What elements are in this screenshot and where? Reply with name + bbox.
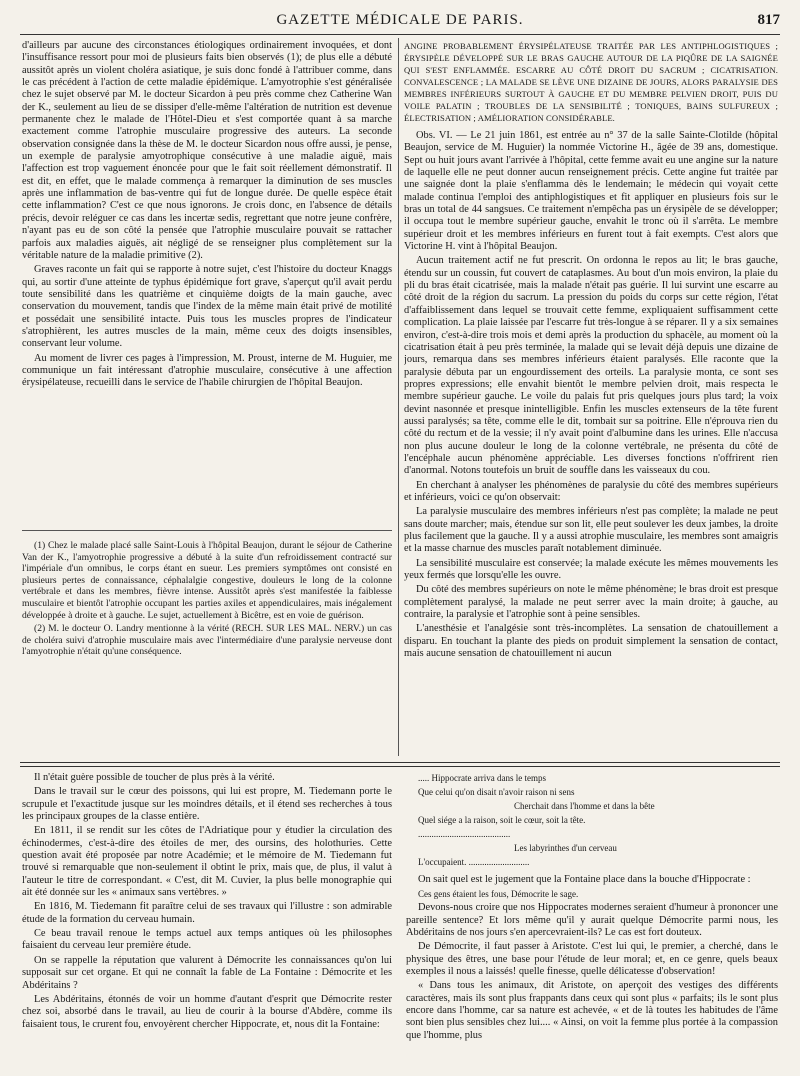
verse-line: Cherchait dans l'homme et dans la bête xyxy=(514,801,655,811)
paragraph: En 1816, M. Tiedemann fit paraître celui de ses travaux qui l'illustre : son admirable étude de la formation du cerveau humain. xyxy=(22,901,392,925)
verse-line: ......................................... xyxy=(418,829,511,839)
feuilleton-left-column xyxy=(22,772,392,1072)
column-divider xyxy=(398,38,399,756)
verse-line: L'occupaient. ........................... xyxy=(418,857,530,867)
paragraph: Il n'était guère possible de toucher de plus près à la vérité. xyxy=(34,772,275,783)
paragraph: L'anesthésie et l'analgésie sont très-incomplètes. La sensation de chatouillement a disparu. En touchant la plante des pieds on produit simplement la sensation de contact, mais aucune sensation de chatouillement ni aucun xyxy=(404,623,778,660)
paragraph: Graves raconte un fait qui se rapporte à notre sujet, c'est l'histoire du docteur Knaggs qui, au sortir d'une atteinte de typhus épidémique fort grave, s'aperçut qu'il avait perdu toute sensibilité dans les quatrième et cinquième doigts de la main gauche, avec conservation du mouvement, tandis que l'index de la même main était privé de motilité et possédait une sensibilité intacte. Puis tous les muscles propres de l'indicateur s'atrophièrent, les autres muscles de la main, même ceux des doigts insensibles, conservant leur volume. xyxy=(22,264,392,350)
page-number: 817 xyxy=(757,12,780,28)
paragraph: « Dans tous les animaux, dit Aristote, on aperçoit des vestiges des différents caractères, mais ils sont plus frappants dans ceux qui sont plus « parfaits; ils le sont plus encore dans l'homme, car sa nature est achevée, « et de là toutes les habitudes de l'âme sont bien plus sensibles chez lui.... « Ainsi, on voit la femme plus portée à la compassion que l'homme, plus xyxy=(406,980,778,1041)
paragraph: On sait quel est le jugement que la Fontaine place dans la bouche d'Hippocrate : xyxy=(418,874,751,885)
feuilleton-divider xyxy=(20,762,780,767)
footnote-divider xyxy=(22,530,392,531)
paragraph: Du côté des membres supérieurs on note le même phénomène; le bras droit est presque complètement paralysé, la malade ne peut serrer avec la main droite; à gauche, au contraire, la paralysie et l'atrophie sont à peine sensibles. xyxy=(404,584,778,621)
paragraph: La sensibilité musculaire est conservée; la malade exécute les mêmes mouvements les yeux fermés que lorsqu'elle les ouvre. xyxy=(404,557,778,582)
verse-line: Quel siége a la raison, soit le cœur, soit la tête. xyxy=(418,815,586,825)
paragraph: Ce beau travail renoue le temps actuel aux temps antiques où les philosophes faisaient du cerveau leur première étude. xyxy=(22,928,392,952)
paragraph: On se rappelle la réputation que valurent à Démocrite les connaissances qu'on lui supposait sur cet organe. Et qui ne connaît la fable de La Fontaine : Démocrite et les Abdéritains ? xyxy=(22,954,392,991)
verse-line: Que celui qu'on disait n'avoir raison ni sens xyxy=(418,787,575,797)
verse-line: Les labyrinthes d'un cerveau xyxy=(514,843,617,853)
paragraph: Au moment de livrer ces pages à l'impression, M. Proust, interne de M. Huguier, me communique un fait intéressant d'atrophie musculaire, consécutive à une affection érysipélateuse, recueilli dans le service de l'habile chirurgien de l'hôpital Beaujon. xyxy=(22,352,392,389)
footnote: (2) M. le docteur O. Landry mentionne à la vérité (RECH. SUR LES MAL. NERV.) un cas de choléra suivi d'atrophie musculaire mais avec l'intermédiaire d'une paralysie nerveuse dont l'amyotrophie n'était qu'une conséquence. xyxy=(22,623,392,658)
verse-line: ..... Hippocrate arriva dans le temps xyxy=(418,773,546,783)
observation-summary: ANGINE PROBABLEMENT ÉRYSIPÉLATEUSE TRAITÉE PAR LES ANTIPHLOGISTIQUES ; ÉRYSIPÈLE DÉVELOPPÉ SUR LE BRAS GAUCHE AUTOUR DE LA PIQÛRE DE LA SAIGNÉE QUI S'EST ENFLAMMÉE. ESCARRE AU CÔTÉ DROIT DU SACRUM ; CICATRISATION. CONVALESCENCE ; LA MALADE SE LÈVE UNE DIZAINE DE JOURS, ALORS PARALYSIE DES MEMBRES INFÉRIEURS SURTOUT À GAUCHE ET DU MEMBRE PELVIEN DROIT, PUIS DU VOILE PALATIN ; TROUBLES DE LA SENSIBILITÉ ; TONIQUES, BAINS SULFUREUX ; ÉLECTRISATION ; AMÉLIORATION CONSIDÉRABLE. xyxy=(404,41,778,123)
paragraph: En cherchant à analyser les phénomènes de paralysie du côté des membres supérieurs et inférieurs, voici ce qu'on observait: xyxy=(404,479,778,503)
page-header xyxy=(20,12,780,35)
paragraph: Aucun traitement actif ne fut prescrit. On ordonna le repos au lit; le bras gauche, étendu sur un coussin, fut couvert de cataplasmes. Au bout d'un mois environ, la plaie du pli du bras était cicatrisée, mais la malade n'était pas guérie. Il lui survint une escarre au côté droit de la région du sacrum. La pression du poids du corps sur cette région, l'état d'affaiblissement dans lequel se trouvait cette femme, expliquaient suffisamment cette complication. La plaie laissée par l'escarre fut très-longue à se réparer. Il y a six semaines environ, c'est-à-dire trois mois et demi après la production du sphacèle, au moment où la cicatrisation était à peu près terminée, la malade qui se levait déjà depuis une dizaine de jours, remarqua dans ses membres inférieurs étaient paralysés. Elle raconte que la paralysie débuta par un engourdissement des orteils. La paralysie monta, ce sont ses propres expressions; elle envahit bientôt le membre pelvien droit, mais respecta le membre supérieur gauche. Le voile du palais fut pris quelques jours plus tard; la voix devint nasonnée et presque inintelligible. Enfin les muscles extenseurs de la tête furent aussi paralysés; sa tête, comme elle le dit, tombait sur sa poitrine. Elle n'éprouva rien du côté du rectum et de la vessie; il n'y avait point d'albumine dans les urines. Elle n'accusa non plus aucune douleur le long de la colonne vertébrale, ne présenta du côté de l'encéphale aucun phénomène appréciable. Les diverses fonctions n'offrirent rien d'anormal. Notons toutefois un bruit de souffle dans les vaisseaux du cou. xyxy=(404,255,778,477)
paragraph: De Démocrite, il faut passer à Aristote. C'est lui qui, le premier, a cherché, dans le physique des êtres, une base pour l'étude de leur moral; et, en ce genre, quels beaux exemples il nous a laissés! quelle finesse, quelle délicatesse d'observation! xyxy=(406,941,778,978)
paragraph: La paralysie musculaire des membres inférieurs n'est pas complète; la malade ne peut sans doute marcher; mais, étendue sur son lit, elle peut soulever les deux jambes, la droite plus facilement que la gauche. Il y a aussi atrophie musculaire, les membres sont amaigris et la masse charnue des muscles paraît notablement diminuée. xyxy=(404,506,778,555)
verse-line: Ces gens étaient les fous, Démocrite le sage. xyxy=(418,889,579,900)
feuilleton-right-column xyxy=(406,772,778,1072)
paragraph: En 1811, il se rendit sur les côtes de l'Adriatique pour y étudier la circulation des échinodermes, c'est-à-dire des étoiles de mer, des oursins, des holothuries. Cette question avait été proposée par notre Académie; et le mémoire de M. Tiedemann fut trouvé si remarquable que non-seulement il obtint le prix, mais que, de plus, il valut à l'auteur le titre de correspondant. « C'est, dit M. Cuvier, la plus belle monographie qui ait été donnée sur les « animaux sans vertèbres. » xyxy=(22,825,392,899)
footnote: (1) Chez le malade placé salle Saint-Louis à l'hôpital Beaujon, durant le séjour de Catherine Van der K., l'amyotrophie progressive a débuté à la suite d'un refroidissement contracté sur l'impériale d'un omnibus, le corps étant en sueur. Les premiers symptômes ont consisté en plusieurs pertes de connaissance, céphalalgie congestive, douleurs le long de la colonne vertébrale et dans les membres, fièvre intense. Aussitôt après s'est manifestée la faiblesse musculaire et bientôt l'atrophie occupant les parties axiles et appendiculaires, mais inégalement développée à droite et à gauche. Le sujet, actuellement à Bicêtre, est en voie de guérison. xyxy=(22,540,392,621)
paragraph: Les Abdéritains, étonnés de voir un homme d'autant d'esprit que Démocrite rester chez soi, absorbé dans le travail, au lieu de courir à la bourse d'Abdère, comme ils faisaient tous, le crurent fou, envoyèrent chercher Hippocrate, et, nous dit la Fontaine: xyxy=(22,993,392,1030)
journal-title: GAZETTE MÉDICALE DE PARIS. xyxy=(276,12,524,28)
right-column xyxy=(404,40,778,756)
paragraph: Obs. VI. — Le 21 juin 1861, est entrée au n° 37 de la salle Sainte-Clotilde (hôpital Beaujon, service de M. Huguier) la nommée Victorine H., âgée de 39 ans, domestique. Sept ou huit jours avant l'arrivée à l'hôpital, cette femme avait eu une angine sur la nature de laquelle elle ne peut donner aucun renseignement précis. Cette angine fut traitée par une saignée dont la plaie s'enflamma dès le lendemain; le médecin qui voyait cette malade continua l'emploi des antiphlogistiques et fit appliquer en plusieurs fois sur le bras un total de 44 sangsues. Ce traitement n'empêcha pas un érysipèle de se développer; il occupa tout le membre supérieur gauche, envahit le tronc où il s'arrêta. Le membre supérieur droit et les membres inférieurs en furent tout à fait exempts. C'est alors que Victorine H. vint à l'hôpital Beaujon. xyxy=(404,130,778,253)
paragraph: Dans le travail sur le cœur des poissons, qui lui est propre, M. Tiedemann porte le scrupule et l'exactitude jusque sur les moindres détails, et il étend ses recherches à tous les principaux groupes de la classe entière. xyxy=(22,786,392,823)
paragraph: Devons-nous croire que nos Hippocrates modernes seraient d'humeur à prononcer une pareille sentence? Et lors même qu'il y aurait quelque Démocrite parmi nous, les Abdéritains de nos jours s'en apercevraient-ils? Le cas est fort douteux. xyxy=(406,902,778,939)
footnotes xyxy=(22,540,392,755)
paragraph: d'ailleurs par aucune des circonstances étiologiques ordinairement invoquées, et dont l'insuffisance ressort pour moi de plusieurs faits bien observés (1); de plus elle a débuté aussitôt après un violent choléra asiatique, je suis donc fondé à l'attribuer comme, dans le cas précédent à l'action de cette maladie épidémique. L'amyotrophie s'est généralisée chez le sujet observé par M. le docteur Sicardon à peu près comme chez Catherine Wan der K., seulement au lieu de se dissiper d'elle-même l'altération de nutrition est devenue permanente chez le malade de l'Hôtel-Dieu et s'est comportée quant à sa marche exactement comme l'atrophie musculaire progressive des auteurs. La seconde observation consignée dans la thèse de M. le docteur Sicardon nous offre aussi, je pense, un exemple de paralysie amyotrophique consécutive à une maladie aiguë, mais l'affection est trop vaguement énoncée pour que le fait soit réellement démonstratif. Il est dit, en effet, que le malade commença à remarquer la diminution de ses muscles après une inflammation de bas-ventre qui fut de longue durée. De quelle espèce était cette inflammation? C'est ce que nous ignorons. Je crois donc, en l'absence de détails précis, devoir reléguer ce cas dans les incertæ sedis, regrettant que notre jeune confrère, n'ayant pas eu de son côté la pensée que l'atrophie musculaire pouvait se rattacher parfois aux maladies aiguës, ait négligé de se renseigner plus complètement sur la véritable nature de la maladie primitive (2). xyxy=(22,40,392,261)
left-column xyxy=(22,40,392,520)
